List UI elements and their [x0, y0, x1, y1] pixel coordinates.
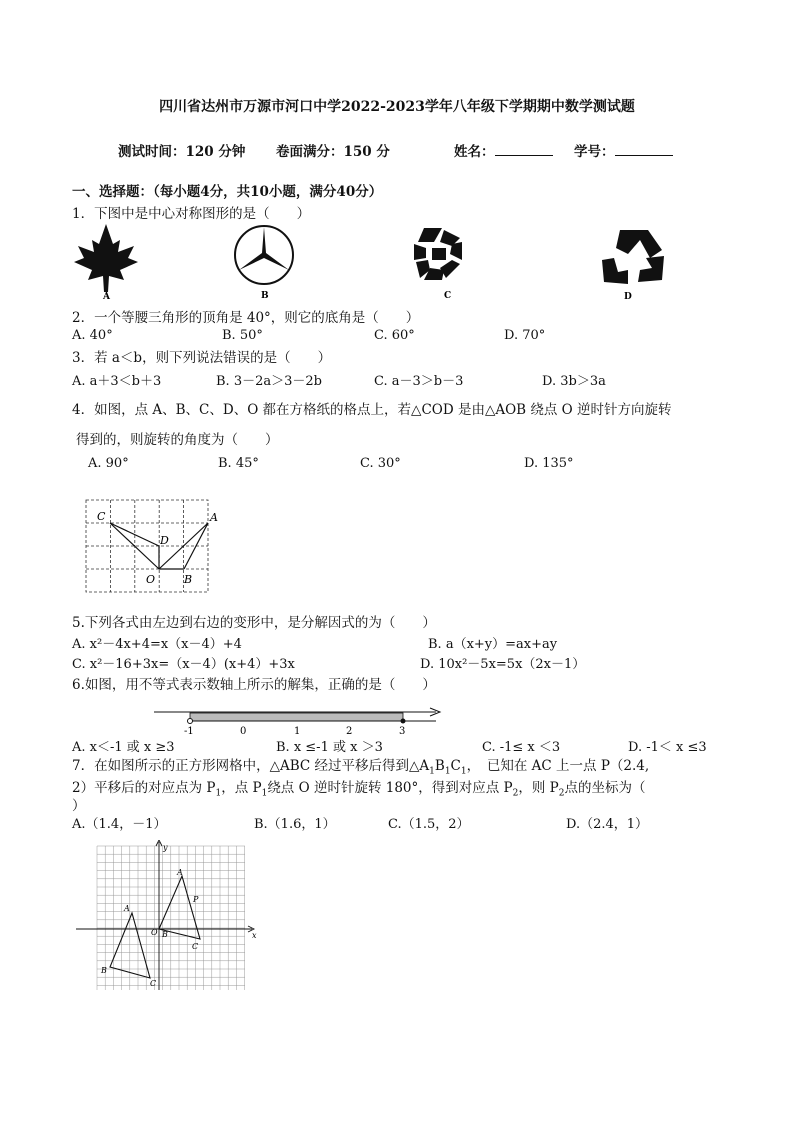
maple-leaf-figure: [74, 224, 138, 292]
recycle-figure: [602, 230, 664, 284]
q6-tick-2: 2: [346, 726, 353, 737]
q7-label-b1: B: [101, 966, 107, 975]
question-7-stem-line2: [72, 776, 646, 799]
q4-point-c: C: [97, 510, 106, 523]
pinwheel-figure: [414, 228, 462, 280]
id-label: 学号：: [574, 144, 615, 160]
q4-option-c[interactable]: C. 30°: [360, 456, 401, 471]
name-blank[interactable]: [495, 143, 553, 156]
three-spoke-circle-figure: [235, 226, 293, 284]
q7-text-2d: ，则 P: [518, 780, 559, 796]
q6-number-line: [150, 700, 446, 738]
q5-option-c[interactable]: C. x²－16+3x=（x－4）(x+4）+3x: [72, 657, 295, 672]
test-time: 测试时间：120 分钟: [118, 144, 246, 160]
q7-text-2b: ，点 P: [221, 780, 262, 796]
q6-tick-neg1: -1: [184, 726, 194, 737]
q7-text-2a: 2）平移后的对应点为 P: [72, 780, 216, 796]
q4-option-a[interactable]: A. 90°: [88, 456, 129, 471]
name-field: [454, 140, 553, 160]
q2-option-d[interactable]: D. 70°: [504, 328, 546, 343]
question-7-stem-line1: [72, 754, 649, 777]
q7-label-c: C: [192, 942, 199, 951]
q7-coordinate-grid: [76, 840, 260, 996]
id-field: [574, 140, 673, 160]
q7-text-2c: 绕点 O 逆时针旋转 180°，得到对应点 P: [267, 780, 513, 796]
q6-option-a[interactable]: A. x＜-1 或 x ≥3: [72, 740, 175, 755]
q7-label-b-origin: B: [162, 930, 168, 939]
q7-sub: 1: [429, 766, 435, 777]
q4-option-d[interactable]: D. 135°: [524, 456, 574, 471]
q7-sub: 1: [215, 788, 222, 799]
q2-option-c[interactable]: C. 60°: [374, 328, 415, 343]
question-7-stem-line3: ）: [72, 798, 86, 814]
q7-text-2e: 点的坐标为（: [564, 780, 646, 796]
question-4-stem-line2: 得到的，则旋转的角度为（ ）: [76, 432, 279, 448]
section-heading: 一、选择题：（每小题4分，共10小题，满分40分）: [72, 184, 383, 200]
question-4-stem-line1: 4．如图，点 A、B、C、D、O 都在方格纸的格点上，若△COD 是由△AOB 绕点 O 逆时针方向旋转: [72, 402, 672, 418]
total-score: 卷面满分：150 分: [276, 144, 390, 160]
q1-label-c: C: [444, 291, 452, 301]
q4-grid-figure: [80, 494, 220, 598]
q7-label-o: O: [151, 928, 158, 937]
q1-label-d: D: [624, 292, 632, 302]
q5-option-a[interactable]: A. x²－4x+4=x（x－4）+4: [72, 637, 242, 652]
q7-label-c1: C: [150, 979, 157, 988]
q7-option-b[interactable]: B.（1.6，1）: [254, 817, 336, 832]
q7-text-1d: ， 已知在 AC 上一点 P（2.4,: [466, 758, 650, 774]
question-5-stem: 5.下列各式由左边到右边的变形中，是分解因式的为（ ）: [72, 615, 436, 631]
q7-option-d[interactable]: D.（2.4，1）: [566, 817, 649, 832]
id-blank[interactable]: [615, 143, 673, 156]
q7-text-1b: B: [434, 758, 445, 774]
q6-option-c[interactable]: C. -1≤ x ＜3: [482, 740, 561, 755]
q7-text-1c: C: [450, 758, 461, 774]
q7-sub: 1: [444, 766, 451, 777]
q3-option-c[interactable]: C. a－3＞b－3: [374, 374, 464, 389]
q4-point-b: B: [184, 573, 193, 586]
page-title: 四川省达州市万源市河口中学2022-2023学年八年级下学期期中数学测试题: [159, 99, 635, 115]
question-1-stem: 1．下图中是中心对称图形的是（ ）: [72, 206, 311, 222]
question-6-stem: 6.如图，用不等式表示数轴上所示的解集，正确的是（ ）: [72, 677, 436, 693]
question-3-stem: 3．若 a＜b，则下列说法错误的是（ ）: [72, 350, 332, 366]
q6-tick-3: 3: [399, 726, 406, 737]
q1-label-b: B: [261, 291, 269, 301]
q5-option-b[interactable]: B. a（x+y）=ax+ay: [428, 637, 558, 652]
q4-option-b[interactable]: B. 45°: [218, 456, 259, 471]
question-2-stem: 2．一个等腰三角形的顶角是 40°，则它的底角是（ ）: [72, 310, 420, 326]
q3-option-d[interactable]: D. 3b＞3a: [542, 374, 606, 389]
name-label: 姓名：: [454, 144, 495, 160]
q7-label-a1: A: [177, 868, 183, 877]
q7-option-c[interactable]: C.（1.5，2）: [388, 817, 470, 832]
q7-axis-x: x: [252, 931, 257, 940]
q7-text-1a: 7．在如图所示的正方形网格中，△ABC 经过平移后得到△A: [72, 758, 430, 774]
q6-tick-0: 0: [240, 726, 247, 737]
q7-sub: 1: [460, 766, 467, 777]
q7-label-a: A: [124, 904, 130, 913]
q4-point-a: A: [210, 511, 218, 524]
q7-sub: 1: [261, 788, 268, 799]
q7-sub: 2: [512, 788, 519, 799]
q7-sub: 2: [558, 788, 565, 799]
q7-label-p: P: [193, 895, 199, 904]
q2-option-a[interactable]: A. 40°: [72, 328, 113, 343]
q6-tick-1: 1: [294, 726, 301, 737]
q3-option-b[interactable]: B. 3－2a＞3－2b: [216, 374, 322, 389]
q6-option-b[interactable]: B. x ≤-1 或 x ＞3: [276, 740, 383, 755]
q4-point-o: O: [146, 573, 156, 586]
q7-axis-y: y: [163, 843, 168, 852]
q3-option-a[interactable]: A. a＋3＜b＋3: [72, 374, 162, 389]
q4-point-d: D: [160, 534, 169, 547]
q2-option-b[interactable]: B. 50°: [222, 328, 263, 343]
q6-option-d[interactable]: D. -1＜ x ≤3: [628, 740, 707, 755]
q1-label-a: A: [103, 292, 110, 302]
q5-option-d[interactable]: D. 10x²－5x=5x（2x－1）: [420, 657, 586, 672]
q1-figures: [68, 220, 678, 304]
q7-option-a[interactable]: A.（1.4，－1）: [72, 817, 167, 832]
